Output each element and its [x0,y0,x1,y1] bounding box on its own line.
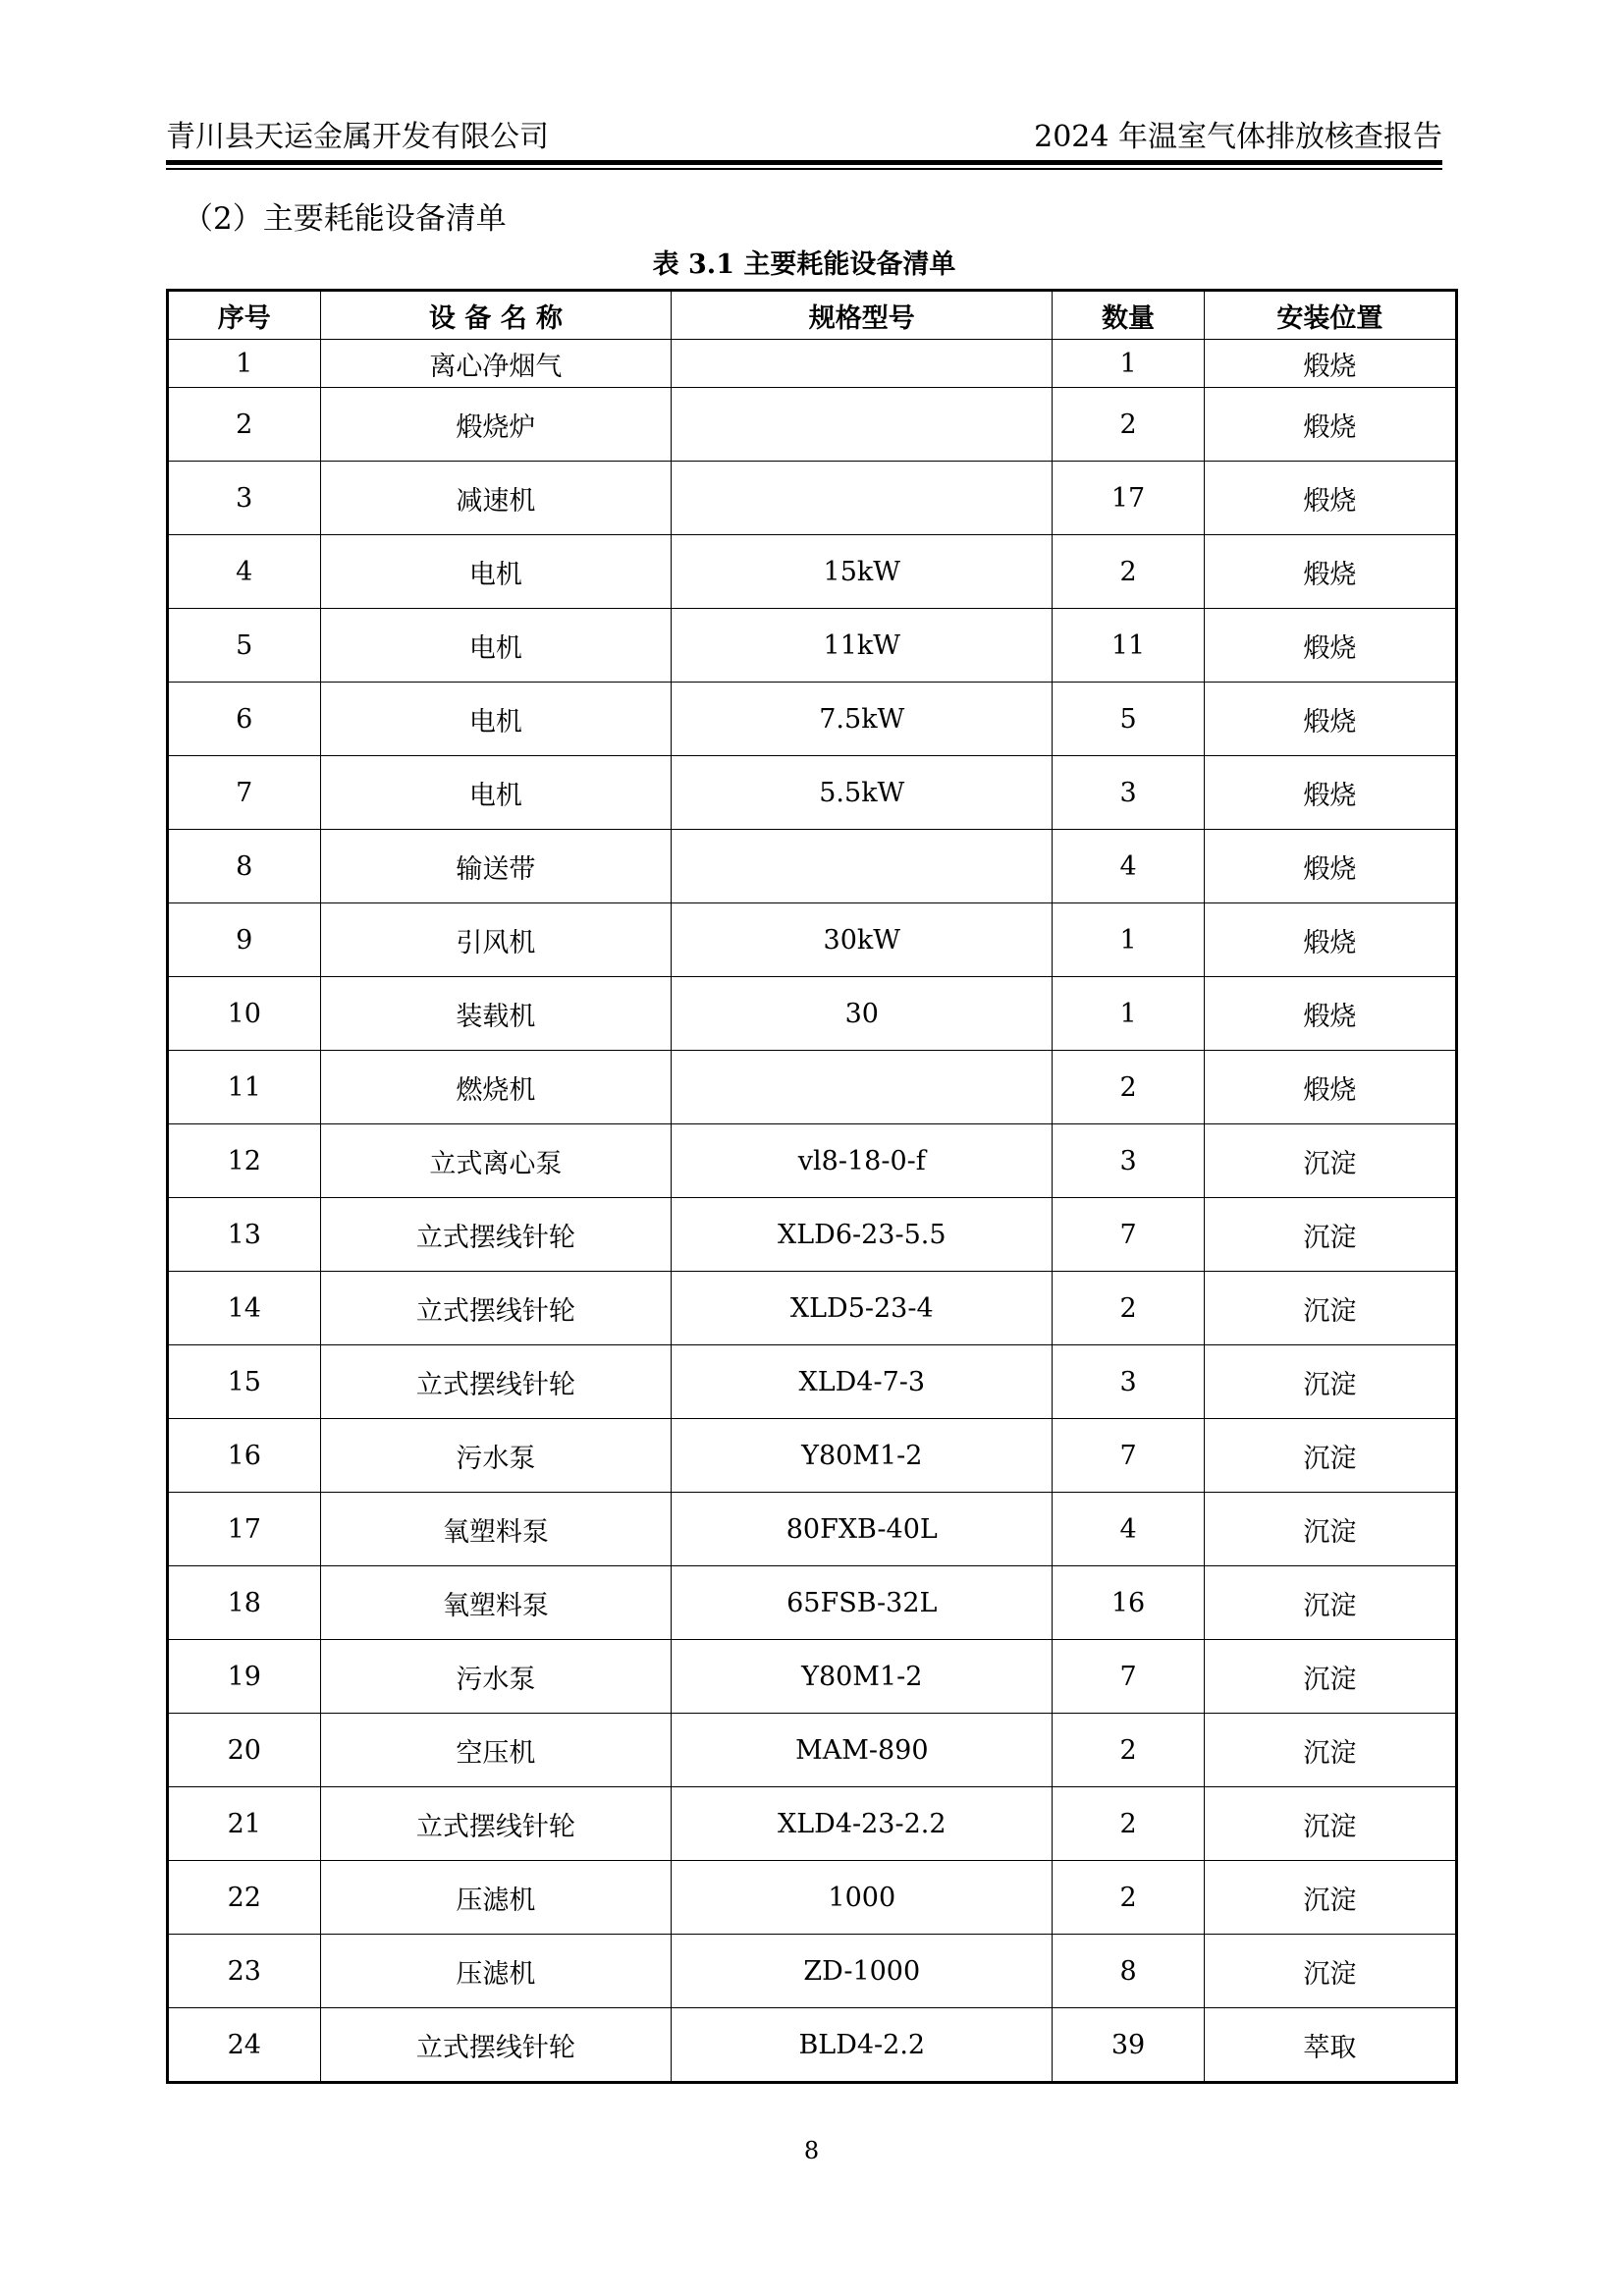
cell-no: 23 [168,1935,321,2008]
cell-qty: 1 [1053,977,1205,1051]
cell-qty: 2 [1053,1051,1205,1124]
header-company: 青川县天运金属开发有限公司 [166,120,549,154]
cell-spec: ZD-1000 [672,1935,1053,2008]
cell-name: 立式摆线针轮 [320,1198,672,1272]
cell-no: 9 [168,903,321,977]
cell-location: 沉淀 [1204,1124,1456,1198]
cell-qty: 2 [1053,1861,1205,1935]
cell-location: 煅烧 [1204,609,1456,683]
cell-no: 2 [168,388,321,462]
page-header [166,114,1442,157]
cell-location: 煅烧 [1204,535,1456,609]
cell-location: 沉淀 [1204,1493,1456,1566]
cell-spec: 7.5kW [672,683,1053,756]
cell-name: 立式摆线针轮 [320,2008,672,2083]
table-row [168,388,1457,462]
cell-no: 8 [168,830,321,903]
cell-no: 21 [168,1787,321,1861]
cell-location: 沉淀 [1204,1640,1456,1714]
cell-no: 14 [168,1272,321,1345]
cell-qty: 16 [1053,1566,1205,1640]
cell-qty: 2 [1053,388,1205,462]
cell-qty: 7 [1053,1640,1205,1714]
table-row [168,756,1457,830]
cell-name: 污水泵 [320,1640,672,1714]
cell-name: 电机 [320,756,672,830]
cell-no: 24 [168,2008,321,2083]
table-row [168,2008,1457,2083]
cell-name: 减速机 [320,462,672,535]
table-row [168,1714,1457,1787]
page-number: 8 [803,2137,820,2164]
cell-spec [672,462,1053,535]
cell-location: 沉淀 [1204,1272,1456,1345]
cell-location: 沉淀 [1204,1861,1456,1935]
cell-qty: 4 [1053,1493,1205,1566]
table-row [168,683,1457,756]
cell-location: 煅烧 [1204,756,1456,830]
cell-location: 煅烧 [1204,977,1456,1051]
cell-name: 输送带 [320,830,672,903]
table-caption: 表 3.1 主要耗能设备清单 [652,249,956,280]
cell-no: 22 [168,1861,321,1935]
table-row [168,1787,1457,1861]
column-header-location: 安装位置 [1204,291,1456,340]
cell-qty: 8 [1053,1935,1205,2008]
cell-name: 空压机 [320,1714,672,1787]
cell-spec: 1000 [672,1861,1053,1935]
cell-name: 引风机 [320,903,672,977]
cell-name: 离心净烟气 [320,340,672,388]
table-row [168,1345,1457,1419]
table-row [168,977,1457,1051]
column-header-spec: 规格型号 [672,291,1053,340]
cell-qty: 1 [1053,903,1205,977]
cell-qty: 3 [1053,756,1205,830]
cell-no: 20 [168,1714,321,1787]
cell-spec: Y80M1-2 [672,1640,1053,1714]
cell-no: 7 [168,756,321,830]
table-row [168,1198,1457,1272]
cell-qty: 17 [1053,462,1205,535]
table-row [168,903,1457,977]
cell-qty: 2 [1053,1272,1205,1345]
cell-qty: 4 [1053,830,1205,903]
cell-name: 电机 [320,683,672,756]
cell-qty: 3 [1053,1124,1205,1198]
cell-qty: 5 [1053,683,1205,756]
cell-location: 沉淀 [1204,1935,1456,2008]
cell-name: 装载机 [320,977,672,1051]
cell-location: 煅烧 [1204,903,1456,977]
cell-name: 压滤机 [320,1861,672,1935]
cell-name: 电机 [320,609,672,683]
cell-no: 3 [168,462,321,535]
cell-location: 煅烧 [1204,830,1456,903]
cell-no: 18 [168,1566,321,1640]
cell-name: 氧塑料泵 [320,1493,672,1566]
cell-spec [672,1051,1053,1124]
cell-name: 压滤机 [320,1935,672,2008]
cell-spec [672,388,1053,462]
cell-spec: 65FSB-32L [672,1566,1053,1640]
header-rule-thick [166,160,1442,165]
cell-no: 5 [168,609,321,683]
table-row [168,535,1457,609]
cell-spec [672,340,1053,388]
table-row [168,1493,1457,1566]
table-row [168,1124,1457,1198]
cell-no: 19 [168,1640,321,1714]
cell-spec: 30kW [672,903,1053,977]
cell-location: 沉淀 [1204,1198,1456,1272]
table-row [168,1419,1457,1493]
cell-name: 氧塑料泵 [320,1566,672,1640]
section-heading: （2）主要耗能设备清单 [183,201,507,237]
cell-spec: BLD4-2.2 [672,2008,1053,2083]
cell-spec: vl8-18-0-f [672,1124,1053,1198]
cell-name: 立式摆线针轮 [320,1345,672,1419]
cell-no: 13 [168,1198,321,1272]
cell-qty: 11 [1053,609,1205,683]
cell-location: 沉淀 [1204,1714,1456,1787]
cell-qty: 39 [1053,2008,1205,2083]
table-row [168,1935,1457,2008]
cell-spec: 5.5kW [672,756,1053,830]
cell-qty: 1 [1053,340,1205,388]
cell-name: 立式离心泵 [320,1124,672,1198]
table-row [168,1272,1457,1345]
cell-name: 燃烧机 [320,1051,672,1124]
equipment-table [166,289,1458,2084]
cell-location: 沉淀 [1204,1566,1456,1640]
cell-location: 沉淀 [1204,1345,1456,1419]
cell-spec: XLD6-23-5.5 [672,1198,1053,1272]
cell-name: 立式摆线针轮 [320,1787,672,1861]
table-row [168,1861,1457,1935]
header-report-title: 2024 年温室气体排放核查报告 [1034,120,1442,154]
cell-spec: Y80M1-2 [672,1419,1053,1493]
cell-location: 煅烧 [1204,388,1456,462]
cell-qty: 7 [1053,1419,1205,1493]
cell-location: 煅烧 [1204,340,1456,388]
cell-spec: 30 [672,977,1053,1051]
cell-spec [672,830,1053,903]
cell-qty: 7 [1053,1198,1205,1272]
cell-location: 沉淀 [1204,1419,1456,1493]
cell-no: 16 [168,1419,321,1493]
cell-no: 11 [168,1051,321,1124]
cell-location: 煅烧 [1204,1051,1456,1124]
table-body [168,340,1457,2083]
cell-no: 4 [168,535,321,609]
cell-name: 立式摆线针轮 [320,1272,672,1345]
table-header-row [168,291,1457,340]
cell-name: 污水泵 [320,1419,672,1493]
cell-location: 沉淀 [1204,1787,1456,1861]
table-row [168,462,1457,535]
cell-name: 煅烧炉 [320,388,672,462]
header-rule-thin [166,168,1442,170]
cell-no: 1 [168,340,321,388]
cell-location: 煅烧 [1204,683,1456,756]
cell-location: 萃取 [1204,2008,1456,2083]
cell-qty: 3 [1053,1345,1205,1419]
cell-qty: 2 [1053,535,1205,609]
cell-spec: 80FXB-40L [672,1493,1053,1566]
table-row [168,1640,1457,1714]
cell-no: 6 [168,683,321,756]
table-row [168,830,1457,903]
cell-spec: MAM-890 [672,1714,1053,1787]
column-header-name: 设 备 名 称 [320,291,672,340]
cell-spec: 15kW [672,535,1053,609]
column-header-no: 序号 [168,291,321,340]
table-row [168,1566,1457,1640]
cell-spec: XLD5-23-4 [672,1272,1053,1345]
cell-name: 电机 [320,535,672,609]
cell-no: 10 [168,977,321,1051]
table-row [168,609,1457,683]
table-row [168,340,1457,388]
table-row [168,1051,1457,1124]
cell-spec: 11kW [672,609,1053,683]
cell-location: 煅烧 [1204,462,1456,535]
cell-no: 12 [168,1124,321,1198]
column-header-qty: 数量 [1053,291,1205,340]
cell-spec: XLD4-7-3 [672,1345,1053,1419]
cell-qty: 2 [1053,1787,1205,1861]
cell-no: 17 [168,1493,321,1566]
cell-spec: XLD4-23-2.2 [672,1787,1053,1861]
cell-qty: 2 [1053,1714,1205,1787]
cell-no: 15 [168,1345,321,1419]
